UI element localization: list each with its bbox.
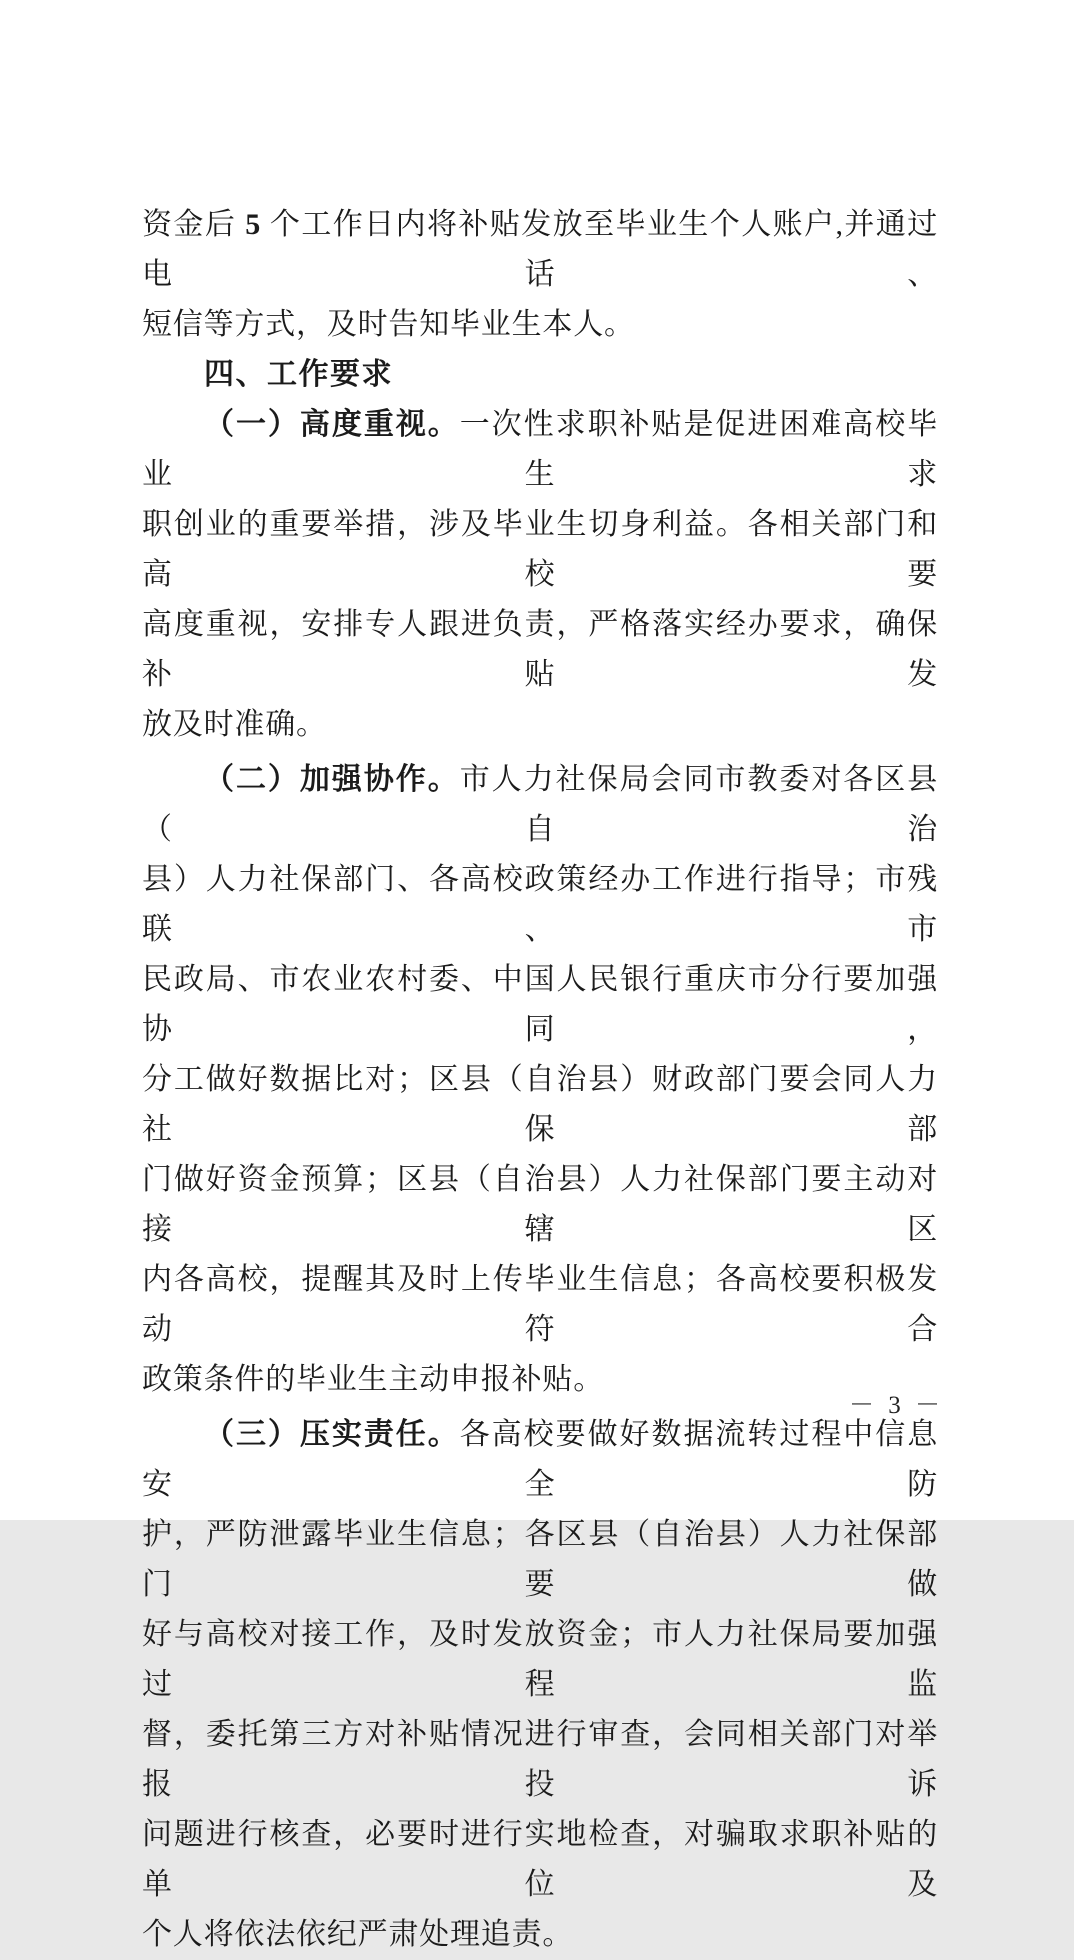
text-line (142, 1410, 938, 1510)
body-text: 市人力社保局会同市教委对各区县（自治 (142, 763, 939, 846)
body-text: 护，严防泄露毕业生信息；各区县（自治县）人力社保部门要做 (142, 1518, 938, 1601)
body-text: 县）人力社保部门、各高校政策经办工作进行指导；市残联、市 (142, 863, 938, 946)
emphasis-text: （三）压实责任。 (204, 1418, 460, 1451)
emphasis-text: 四、工作要求 (204, 358, 393, 391)
body-text: 督，委托第三方对补贴情况进行审查，会同相关部门对举报投诉 (142, 1718, 938, 1801)
text-line (142, 955, 938, 1055)
text-line (142, 300, 938, 350)
text-line (142, 700, 938, 750)
emphasis-text: 5 (245, 208, 261, 241)
body-text: 短信等方式，及时告知毕业生本人。 (142, 308, 635, 341)
text-line (142, 1255, 938, 1355)
body-text: 内各高校，提醒其及时上传毕业生信息；各高校要积极发动符合 (142, 1263, 938, 1346)
text-line (142, 1155, 938, 1255)
body-text: 门做好资金预算；区县（自治县）人力社保部门要主动对接辖区 (142, 1163, 938, 1246)
body-text: 一次性求职补贴是促进困难高校毕业生求 (142, 408, 939, 491)
text-line (142, 1355, 938, 1405)
body-text: 民政局、市农业农村委、中国人民银行重庆市分行要加强协同， (142, 963, 938, 1046)
body-text: 高度重视，安排专人跟进负责，严格落实经办要求，确保补贴发 (142, 608, 938, 691)
emphasis-text: （二）加强协作。 (204, 763, 460, 796)
text-line (142, 1510, 938, 1610)
text-line (142, 1055, 938, 1155)
emphasis-text: （一）高度重视。 (204, 408, 460, 441)
text-line (142, 855, 938, 955)
text-line (142, 500, 938, 600)
text-line (142, 600, 938, 700)
body-text: 资金后 (142, 208, 246, 241)
document-body (142, 200, 938, 1960)
body-text: 好与高校对接工作，及时发放资金；市人力社保局要加强过程监 (142, 1618, 938, 1701)
body-text: 政策条件的毕业生主动申报补贴。 (142, 1363, 604, 1396)
text-line (142, 1910, 938, 1960)
text-line (142, 1710, 938, 1810)
body-text: 个人将依法依纪严肃处理追责。 (142, 1918, 574, 1951)
body-text: 职创业的重要举措，涉及毕业生切身利益。各相关部门和高校要 (142, 508, 938, 591)
text-line (142, 1810, 938, 1910)
page-number: － 3 － (848, 1392, 944, 1419)
body-text: 个工作日内将补贴发放至毕业生个人账户,并通过电话、 (142, 208, 939, 291)
text-line (142, 755, 938, 855)
section-heading (142, 350, 938, 400)
text-line (142, 400, 938, 500)
body-text: 分工做好数据比对；区县（自治县）财政部门要会同人力社保部 (142, 1063, 938, 1146)
body-text: 各高校要做好数据流转过程中信息安全防 (142, 1418, 939, 1501)
body-text: 问题进行核查，必要时进行实地检查，对骗取求职补贴的单位及 (142, 1818, 938, 1901)
text-line (142, 1610, 938, 1710)
text-line (142, 200, 938, 300)
body-text: 放及时准确。 (142, 708, 327, 741)
